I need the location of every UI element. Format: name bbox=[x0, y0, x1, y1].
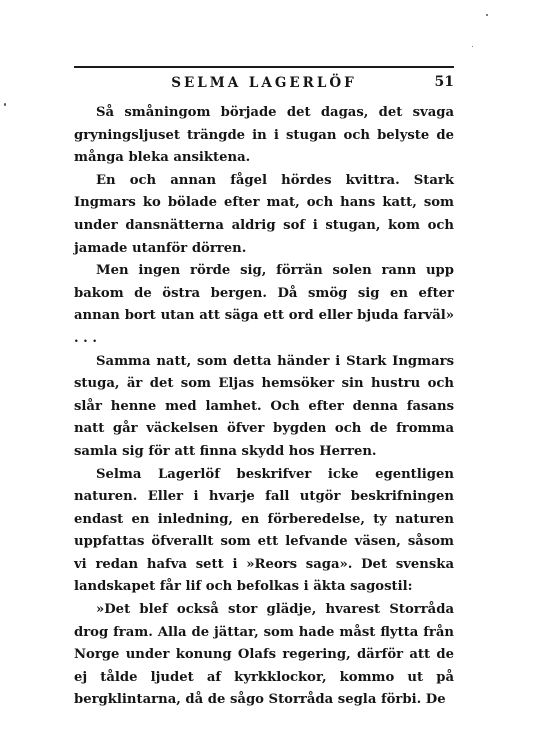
running-title: SELMA LAGERLÖF bbox=[171, 75, 357, 91]
paper-speck bbox=[4, 103, 6, 106]
paper-speck bbox=[486, 14, 488, 16]
paragraph: Selma Lagerlöf beskrifver icke egentligen naturen. Eller i hvarje fall utgör beskrifningen endast en inledning, en förberedelse, ty naturen uppfattas öfverallt som ett lefvande väsen, såsom vi redan hafva sett i »Reors saga». Det svenska landskapet får lif och befolkas i äkta sagostil: bbox=[74, 466, 454, 595]
paper-speck bbox=[472, 46, 473, 47]
paragraph: Men ingen rörde sig, förrän solen rann upp bakom de östra bergen. Då smög sig en efter annan bort utan att säga ett ord eller bjuda farväl» . . . bbox=[74, 263, 454, 346]
page-header bbox=[74, 66, 454, 96]
paragraph: Samma natt, som detta händer i Stark Ingmars stuga, är det som Eljas hemsöker sin hustru och slår henne med lamhet. Och efter denna fasans natt går väckelsen öfver bygden och de fromma samla sig för att finna skydd hos Herren. bbox=[74, 353, 454, 459]
header-rule bbox=[74, 66, 454, 68]
paragraph: En och annan fågel hördes kvittra. Stark Ingmars ko bölade efter mat, och hans katt, som under dansnätterna aldrig sof i stugan, kom och jamade utanför dörren. bbox=[74, 172, 454, 256]
page-number: 51 bbox=[434, 74, 454, 90]
paragraph: Så småningom började det dagas, det svaga gryningsljuset trängde in i stugan och belyste de många bleka ansiktena. bbox=[74, 105, 454, 166]
paragraph: »Det blef också stor glädje, hvarest Storråda drog fram. Alla de jättar, som hade måst flytta från Norge under konung Olafs regering, därför att de ej tålde ljudet af kyrkklockor, kommo ut på bergklintarna, då de sågo Storråda segla förbi. De bbox=[74, 602, 454, 708]
body-text bbox=[74, 102, 454, 712]
